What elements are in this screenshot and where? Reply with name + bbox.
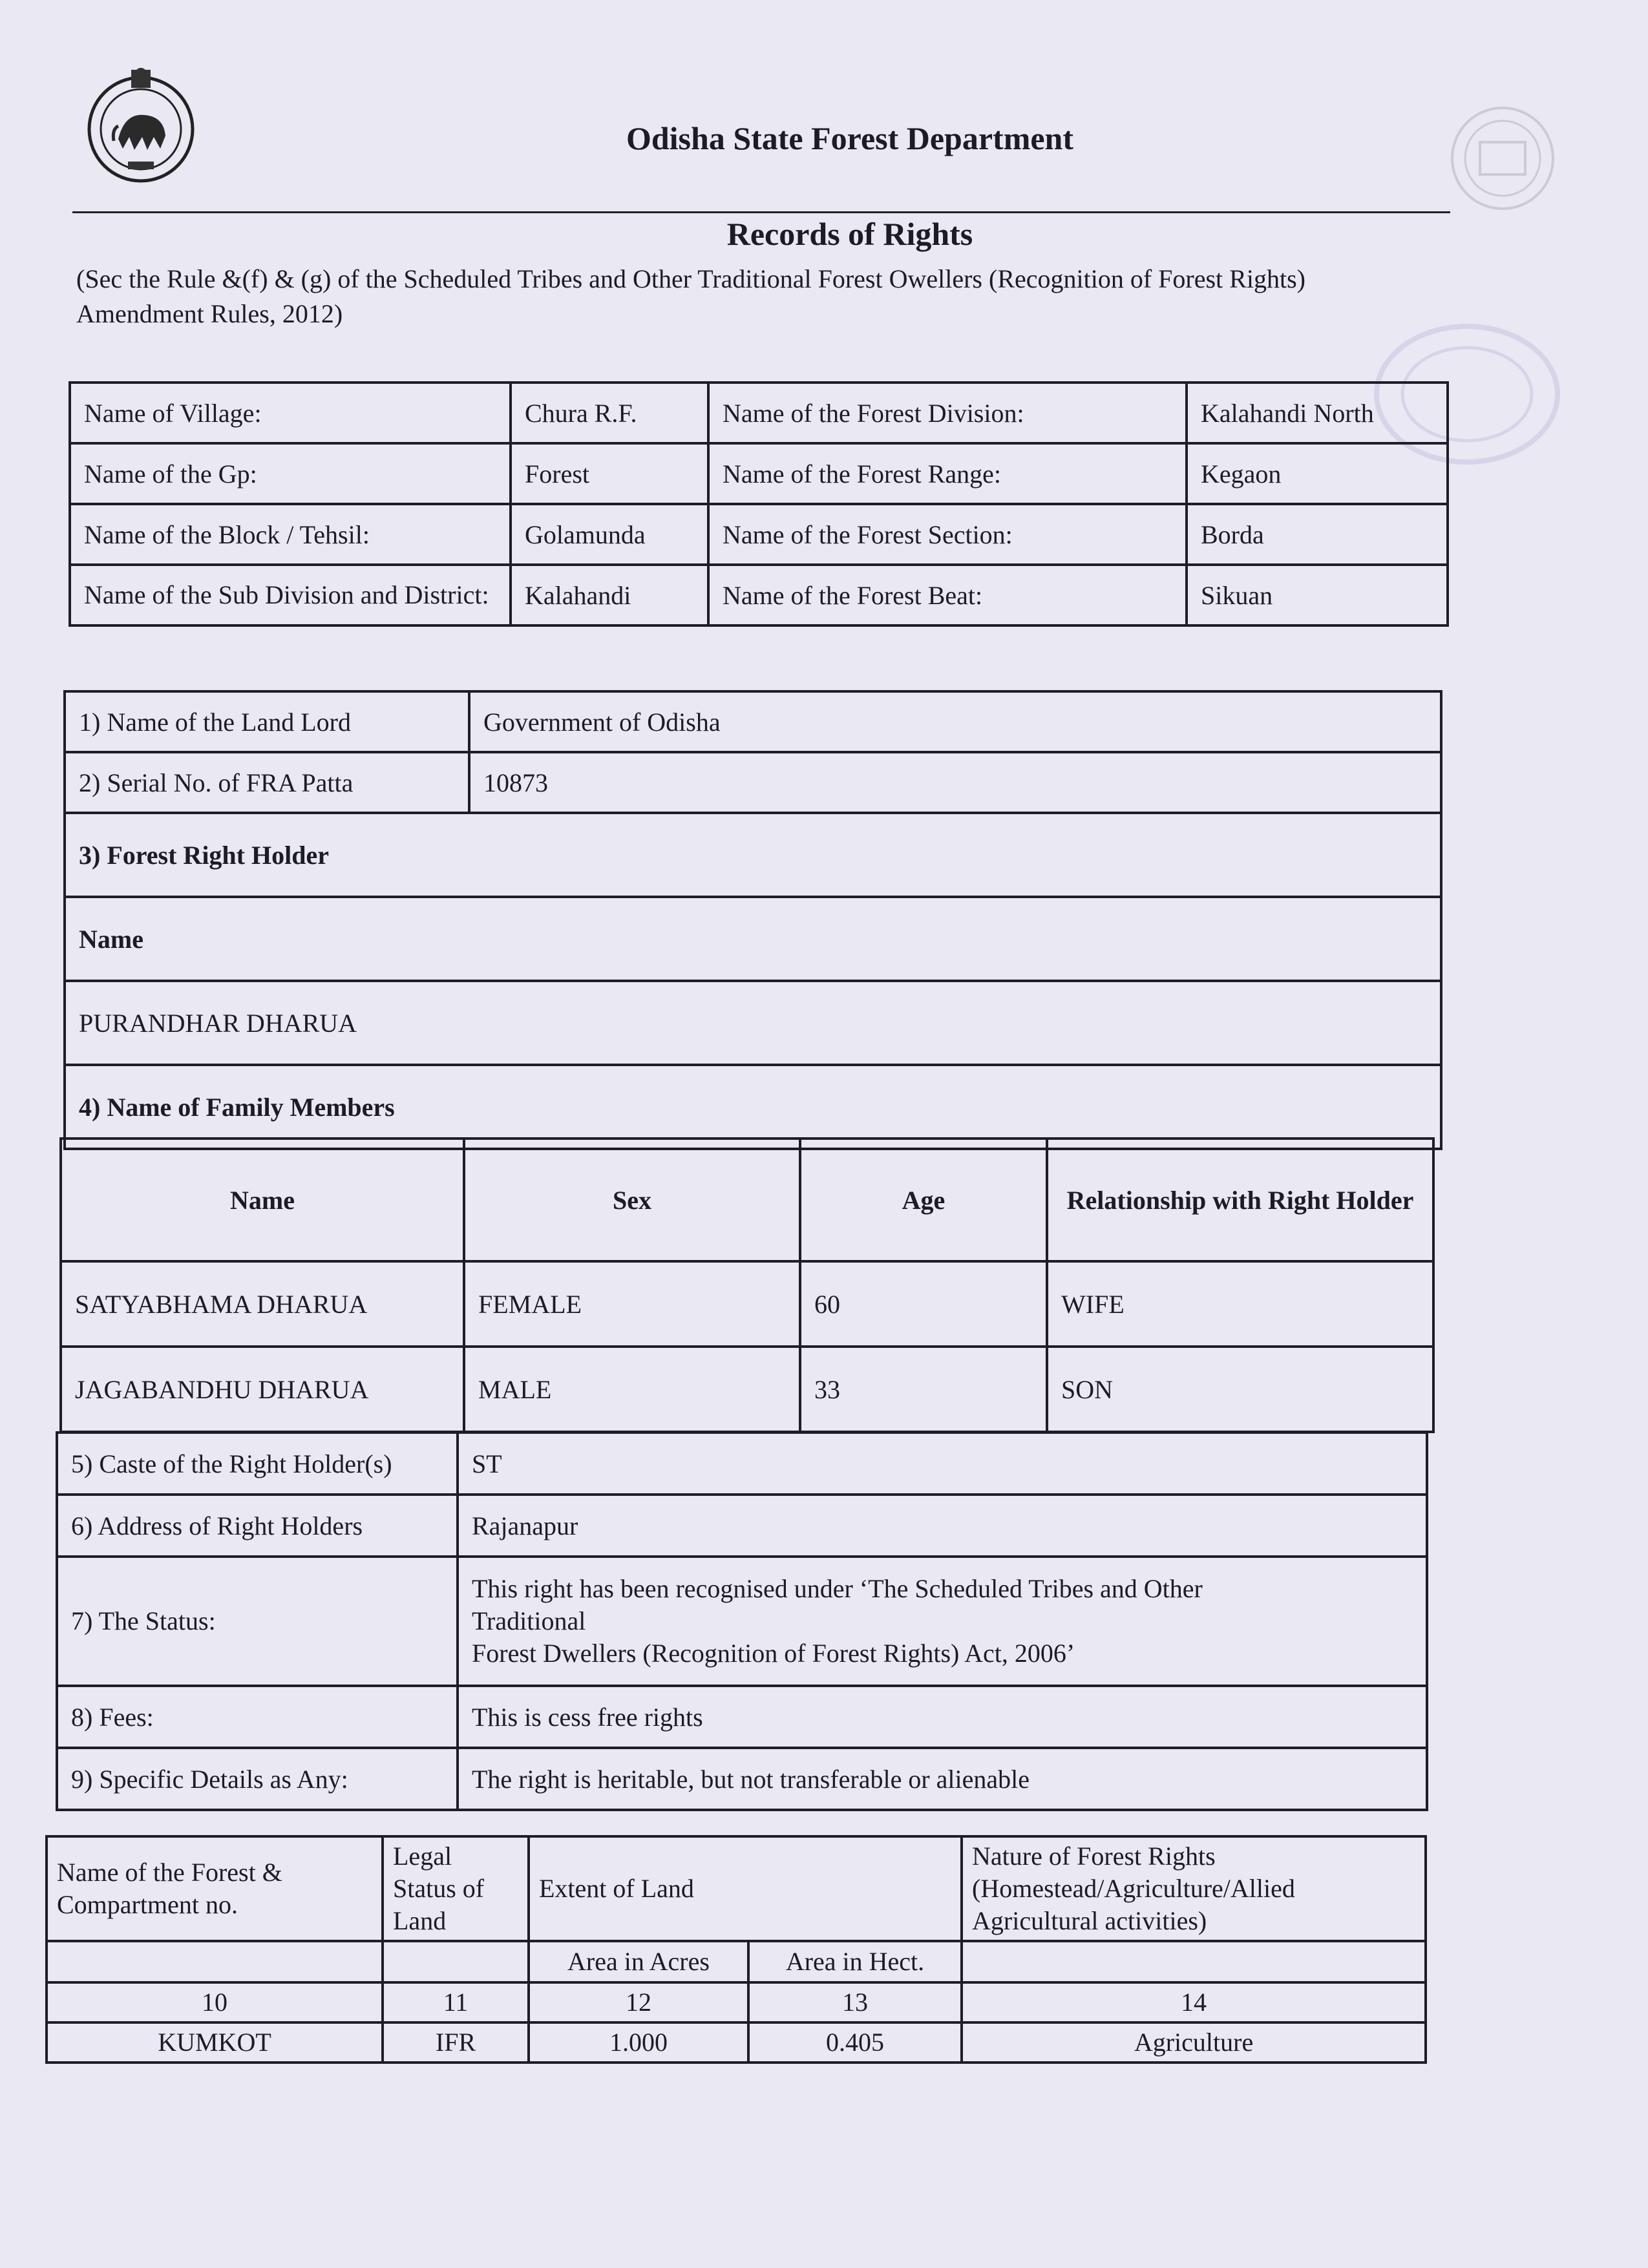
table-row: [65, 752, 1441, 813]
block-label: Name of the Block / Tehsil:: [70, 504, 511, 565]
specific-value: The right is heritable, but not transferable or alienable: [458, 1748, 1427, 1810]
table-row: [57, 1748, 1427, 1810]
header-divider: [72, 211, 1450, 213]
table-row: [65, 1065, 1441, 1149]
forest-section-value: Borda: [1187, 504, 1448, 565]
holder-name: PURANDHAR DHARUA: [65, 981, 1441, 1065]
landlord-label: 1) Name of the Land Lord: [65, 691, 469, 752]
forest-beat-value: Sikuan: [1187, 565, 1448, 625]
status-label: 7) The Status:: [57, 1557, 458, 1686]
land-sub-hect: Area in Hect.: [748, 1941, 962, 1982]
table-row: [65, 813, 1441, 897]
fees-value: This is cess free rights: [458, 1686, 1427, 1748]
table-header-row: [47, 1836, 1426, 1941]
fees-label: 8) Fees:: [57, 1686, 458, 1748]
area-acres-value: 1.000: [529, 2022, 748, 2063]
gp-value: Forest: [511, 443, 708, 504]
name-heading: Name: [65, 897, 1441, 981]
forest-name-value: KUMKOT: [47, 2022, 383, 2063]
col-number: 13: [748, 1982, 962, 2022]
subdivision-value: Kalahandi: [511, 565, 708, 625]
landlord-value: Government of Odisha: [469, 691, 1441, 752]
member-relationship: WIFE: [1047, 1261, 1433, 1347]
forest-section-label: Name of the Forest Section:: [708, 504, 1187, 565]
details-table: [56, 1431, 1428, 1811]
gp-label: Name of the Gp:: [70, 443, 511, 504]
member-relationship: SON: [1047, 1347, 1433, 1432]
holder-heading: 3) Forest Right Holder: [65, 813, 1441, 897]
rules-reference: (Sec the Rule &(f) & (g) of the Scheduled Tribes and Other Traditional Forest Owellers (Recognition of Forest Rights) Amendment Rules, 2012): [76, 264, 1305, 328]
subdivision-label: Name of the Sub Division and District:: [70, 565, 511, 625]
table-row: [70, 443, 1448, 504]
empty-cell: [383, 1941, 529, 1982]
table-row: [65, 981, 1441, 1065]
table-row: [70, 504, 1448, 565]
table-row: [57, 1686, 1427, 1748]
empty-cell: [47, 1941, 383, 1982]
table-row: [61, 1347, 1433, 1432]
caste-label: 5) Caste of the Right Holder(s): [57, 1433, 458, 1495]
family-col-relationship: Relationship with Right Holder: [1047, 1139, 1433, 1261]
area-hect-value: 0.405: [748, 2022, 962, 2063]
member-name: JAGABANDHU DHARUA: [61, 1347, 464, 1432]
member-sex: MALE: [464, 1347, 800, 1432]
forest-division-value: Kalahandi North: [1187, 383, 1448, 443]
land-col-legal: Legal Status of Land: [383, 1836, 529, 1941]
status-line: Traditional: [472, 1606, 586, 1635]
land-col-forest: Name of the Forest & Compartment no.: [47, 1836, 383, 1941]
member-name: SATYABHAMA DHARUA: [61, 1261, 464, 1347]
status-line: This right has been recognised under ‘The Scheduled Tribes and Other: [472, 1574, 1203, 1603]
table-row: [65, 897, 1441, 981]
table-header-row: [61, 1139, 1433, 1261]
member-sex: FEMALE: [464, 1261, 800, 1347]
table-row: [47, 2022, 1426, 2063]
status-value: [458, 1557, 1427, 1686]
nature-value: Agriculture: [962, 2022, 1426, 2063]
col-number: 11: [383, 1982, 529, 2022]
specific-label: 9) Specific Details as Any:: [57, 1748, 458, 1810]
family-table: [59, 1137, 1435, 1433]
location-table: [69, 381, 1449, 627]
land-table: [45, 1835, 1427, 2064]
caste-value: ST: [458, 1433, 1427, 1495]
member-age: 60: [800, 1261, 1047, 1347]
col-number: 14: [962, 1982, 1426, 2022]
table-number-row: [47, 1982, 1426, 2022]
rights-table: [63, 690, 1442, 1150]
table-row: [70, 383, 1448, 443]
table-subheader-row: [47, 1941, 1426, 1982]
col-number: 10: [47, 1982, 383, 2022]
forest-beat-label: Name of the Forest Beat:: [708, 565, 1187, 625]
family-heading: 4) Name of Family Members: [65, 1065, 1441, 1149]
village-label: Name of Village:: [70, 383, 511, 443]
table-row: [65, 691, 1441, 752]
family-col-age: Age: [800, 1139, 1047, 1261]
land-sub-acres: Area in Acres: [529, 1941, 748, 1982]
serial-label: 2) Serial No. of FRA Patta: [65, 752, 469, 813]
address-value: Rajanapur: [458, 1495, 1427, 1557]
family-col-name: Name: [61, 1139, 464, 1261]
status-line: Forest Dwellers (Recognition of Forest Rights) Act, 2006’: [472, 1639, 1075, 1668]
land-col-nature: Nature of Forest Rights (Homestead/Agriculture/Allied Agricultural activities): [962, 1836, 1426, 1941]
forest-range-label: Name of the Forest Range:: [708, 443, 1187, 504]
table-row: [57, 1433, 1427, 1495]
family-col-sex: Sex: [464, 1139, 800, 1261]
address-label: 6) Address of Right Holders: [57, 1495, 458, 1557]
table-row: [70, 565, 1448, 625]
block-value: Golamunda: [511, 504, 708, 565]
department-title: Odisha State Forest Department: [626, 120, 1074, 156]
table-row: [57, 1495, 1427, 1557]
table-row: [61, 1261, 1433, 1347]
col-number: 12: [529, 1982, 748, 2022]
member-age: 33: [800, 1347, 1047, 1432]
table-row: [57, 1557, 1427, 1686]
forest-range-value: Kegaon: [1187, 443, 1448, 504]
forest-division-label: Name of the Forest Division:: [708, 383, 1187, 443]
land-col-extent: Extent of Land: [529, 1836, 962, 1941]
serial-value: 10873: [469, 752, 1441, 813]
legal-status-value: IFR: [383, 2022, 529, 2063]
village-value: Chura R.F.: [511, 383, 708, 443]
document-title: Records of Rights: [726, 216, 973, 252]
empty-cell: [962, 1941, 1426, 1982]
